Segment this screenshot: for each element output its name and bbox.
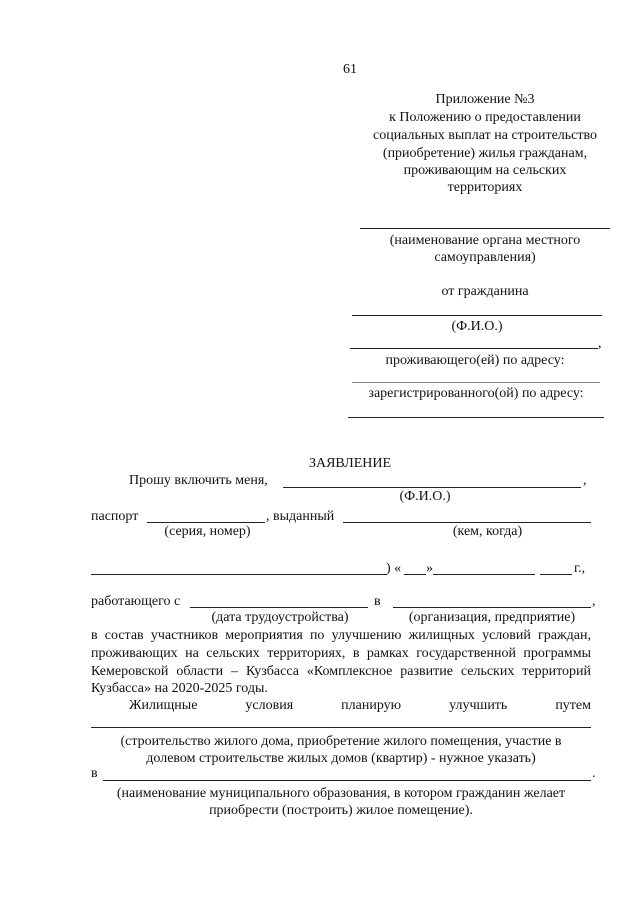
period: . [592, 766, 596, 781]
org-name-hint: (наименование органа местного [389, 233, 581, 248]
issued-by-line[interactable] [343, 522, 591, 523]
registered-address-label: зарегистрированного(ой) по адресу: [368, 386, 584, 401]
document-title: ЗАЯВЛЕНИЕ [308, 456, 392, 471]
plan-sentence [129, 698, 591, 714]
applicant-fio-line[interactable] [283, 487, 581, 488]
in-label: в [91, 766, 98, 781]
municipality-hint: (наименование муниципального образования, в котором гражданин желает [116, 786, 566, 801]
issued-by-cont-line[interactable] [91, 574, 387, 575]
method-hint: долевом строительстве жилых домов (квартир) - нужное указать) [146, 751, 536, 766]
from-citizen-label: от гражданина [441, 284, 529, 299]
comma: , [583, 473, 587, 488]
appendix-line: к Положению о предоставлении [389, 110, 581, 125]
fio-line-2[interactable] [350, 348, 598, 349]
series-hint: (серия, номер) [164, 524, 251, 539]
living-address-line[interactable] [352, 382, 600, 383]
employment-date-line[interactable] [190, 607, 368, 608]
request-text: Прошу включить меня, [129, 473, 268, 488]
year-suffix: г., [574, 561, 586, 576]
plan-word: улучшить [449, 698, 508, 713]
plan-word: путем [555, 698, 591, 713]
organization-hint: (организация, предприятие) [408, 610, 576, 625]
plan-word: планирую [341, 698, 402, 713]
passport-label: паспорт [91, 509, 139, 524]
paragraph-line: Кемеровской области – Кузбасса «Комплексное развитие сельских территорий [91, 664, 591, 679]
comma: , [598, 336, 602, 351]
fio-line[interactable] [352, 315, 602, 316]
date-year-line[interactable] [540, 574, 572, 575]
issued-label: , выданный [266, 509, 335, 524]
plan-word: условия [245, 698, 294, 713]
working-from-label: работающего с [91, 594, 181, 609]
paragraph-line: в состав участников мероприятия по улучшению жилищных условий граждан, [91, 628, 591, 643]
registered-address-line[interactable] [348, 417, 604, 418]
municipality-line[interactable] [103, 780, 591, 781]
paragraph-line-last: Кузбасса» на 2020-2025 годы. [91, 681, 268, 696]
living-address-label: проживающего(ей) по адресу: [385, 353, 565, 368]
org-name-line[interactable] [360, 228, 610, 229]
employment-date-hint: (дата трудоустройства) [211, 610, 349, 625]
plan-word: Жилищные [129, 698, 198, 713]
org-name-hint: самоуправления) [434, 250, 536, 265]
improvement-method-line[interactable] [91, 727, 591, 728]
fio-hint: (Ф.И.О.) [399, 489, 451, 504]
paragraph-line: проживающих на сельских территориях, в рамках государственной программы [91, 646, 591, 661]
method-hint: (строительство жилого дома, приобретение жилого помещения, участие в [120, 734, 562, 749]
municipality-hint: приобрести (построить) жилое помещение). [209, 803, 473, 818]
appendix-line: социальных выплат на строительство [372, 128, 598, 143]
date-day-line[interactable] [404, 574, 426, 575]
organization-line[interactable] [393, 607, 591, 608]
in-label: в [374, 594, 381, 609]
who-when-hint: (кем, когда) [452, 524, 523, 539]
page-number: 61 [343, 62, 357, 77]
appendix-line: Приложение №3 [435, 92, 535, 107]
passport-series-line[interactable] [147, 522, 265, 523]
date-month-line[interactable] [433, 574, 535, 575]
date-open: ) « [386, 561, 402, 576]
comma: , [592, 594, 596, 609]
date-close: » [426, 561, 433, 576]
appendix-line: (приобретение) жилья гражданам, [382, 146, 588, 161]
appendix-line: территориях [447, 180, 523, 195]
fio-hint: (Ф.И.О.) [451, 319, 503, 334]
appendix-line: проживающим на сельских [403, 163, 567, 178]
